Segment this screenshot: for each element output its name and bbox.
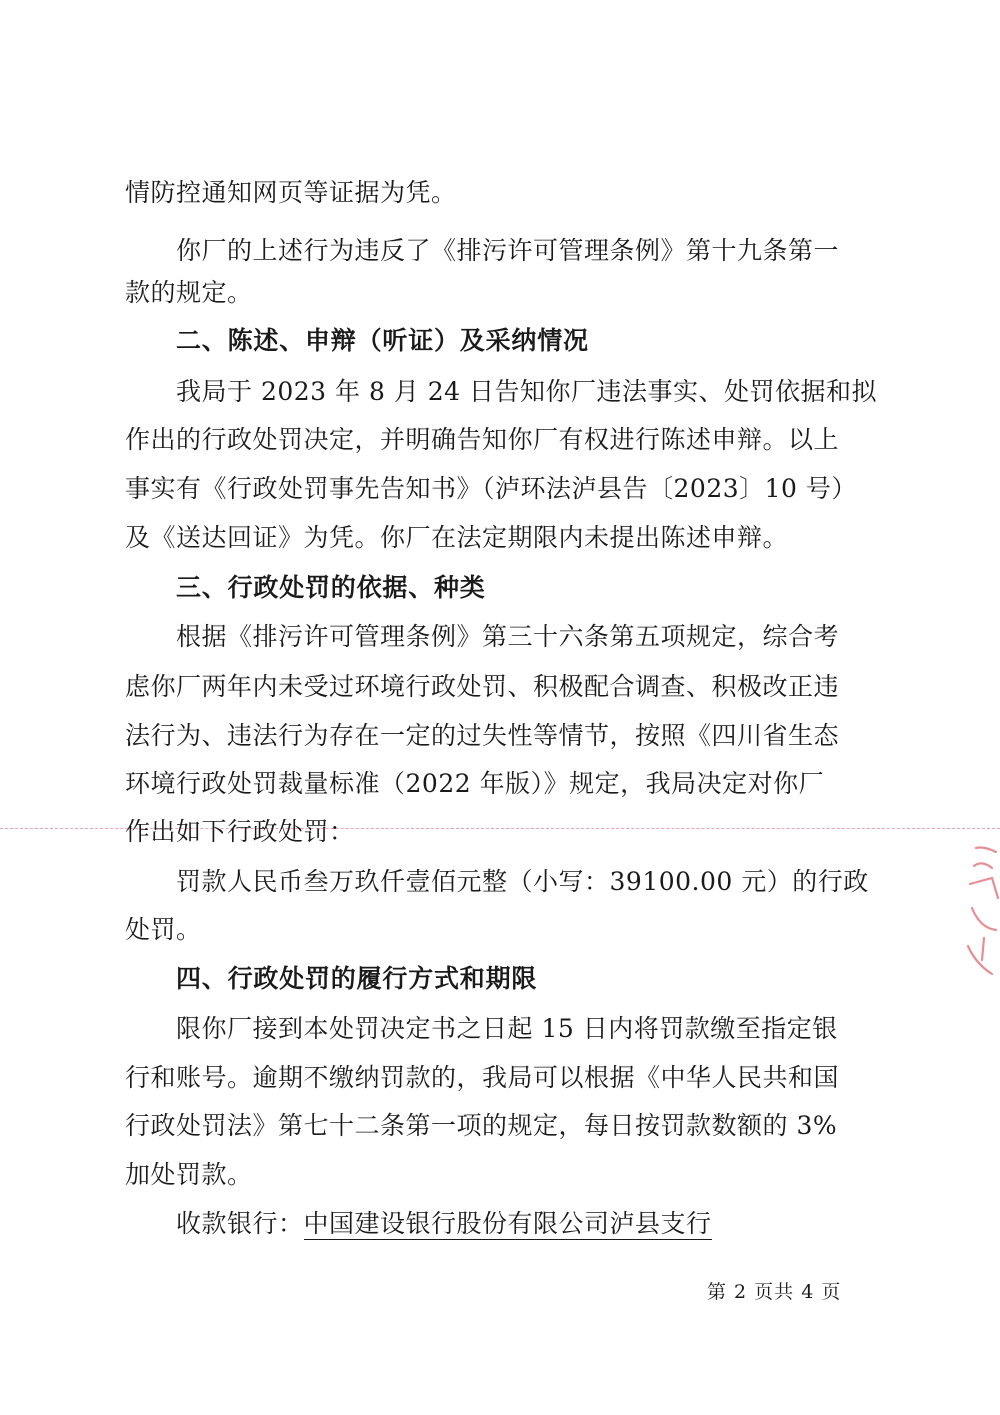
section-heading-3: 三、行政处罚的依据、种类 bbox=[176, 573, 486, 602]
paragraph-line: 环境行政处罚裁量标准（2022 年版）》规定，我局决定对你厂 bbox=[125, 769, 825, 798]
page-number: 第 2 页共 4 页 bbox=[707, 1281, 842, 1303]
paragraph-line: 事实有《行政处罚事先告知书》（泸环法泸县告〔2023〕10 号） bbox=[125, 474, 857, 503]
bank-line bbox=[176, 1207, 712, 1241]
bank-name: 中国建设银行股份有限公司泸县支行 bbox=[303, 1209, 712, 1238]
paragraph-line: 情防控通知网页等证据为凭。 bbox=[125, 178, 457, 207]
paragraph-line: 根据《排污许可管理条例》第三十六条第五项规定，综合考 bbox=[176, 622, 840, 651]
paragraph-line: 行政处罚法》第七十二条第一项的规定，每日按罚款数额的 3% bbox=[125, 1111, 838, 1140]
paragraph-line: 作出的行政处罚决定，并明确告知你厂有权进行陈述申辩。以上 bbox=[125, 425, 840, 454]
paragraph-line: 处罚。 bbox=[125, 915, 202, 944]
paragraph-line: 款的规定。 bbox=[125, 278, 253, 307]
bank-label: 收款银行： bbox=[176, 1209, 304, 1238]
section-heading-4: 四、行政处罚的履行方式和期限 bbox=[176, 964, 538, 993]
paragraph-line: 罚款人民币叁万玖仟壹佰元整（小写：39100.00 元）的行政 bbox=[176, 867, 869, 896]
paragraph-line: 行和账号。逾期不缴纳罚款的，我局可以根据《中华人民共和国 bbox=[125, 1063, 840, 1092]
paragraph-line: 你厂的上述行为违反了《排污许可管理条例》第十九条第一 bbox=[176, 236, 840, 265]
paragraph-line: 作出如下行政处罚： bbox=[125, 817, 355, 846]
paragraph-line: 及《送达回证》为凭。你厂在法定期限内未提出陈述申辩。 bbox=[125, 523, 789, 552]
paragraph-line: 加处罚款。 bbox=[125, 1160, 253, 1189]
section-heading-2: 二、陈述、申辩（听证）及采纳情况 bbox=[176, 326, 589, 355]
paragraph-line: 法行为、违法行为存在一定的过失性等情节，按照《四川省生态 bbox=[125, 721, 840, 750]
paragraph-line: 虑你厂两年内未受过环境行政处罚、积极配合调查、积极改正违 bbox=[125, 672, 840, 701]
seal-fragment bbox=[962, 838, 1000, 988]
paragraph-line: 限你厂接到本处罚决定书之日起 15 日内将罚款缴至指定银 bbox=[176, 1014, 838, 1043]
paragraph-line: 我局于 2023 年 8 月 24 日告知你厂违法事实、处罚依据和拟 bbox=[176, 377, 878, 406]
